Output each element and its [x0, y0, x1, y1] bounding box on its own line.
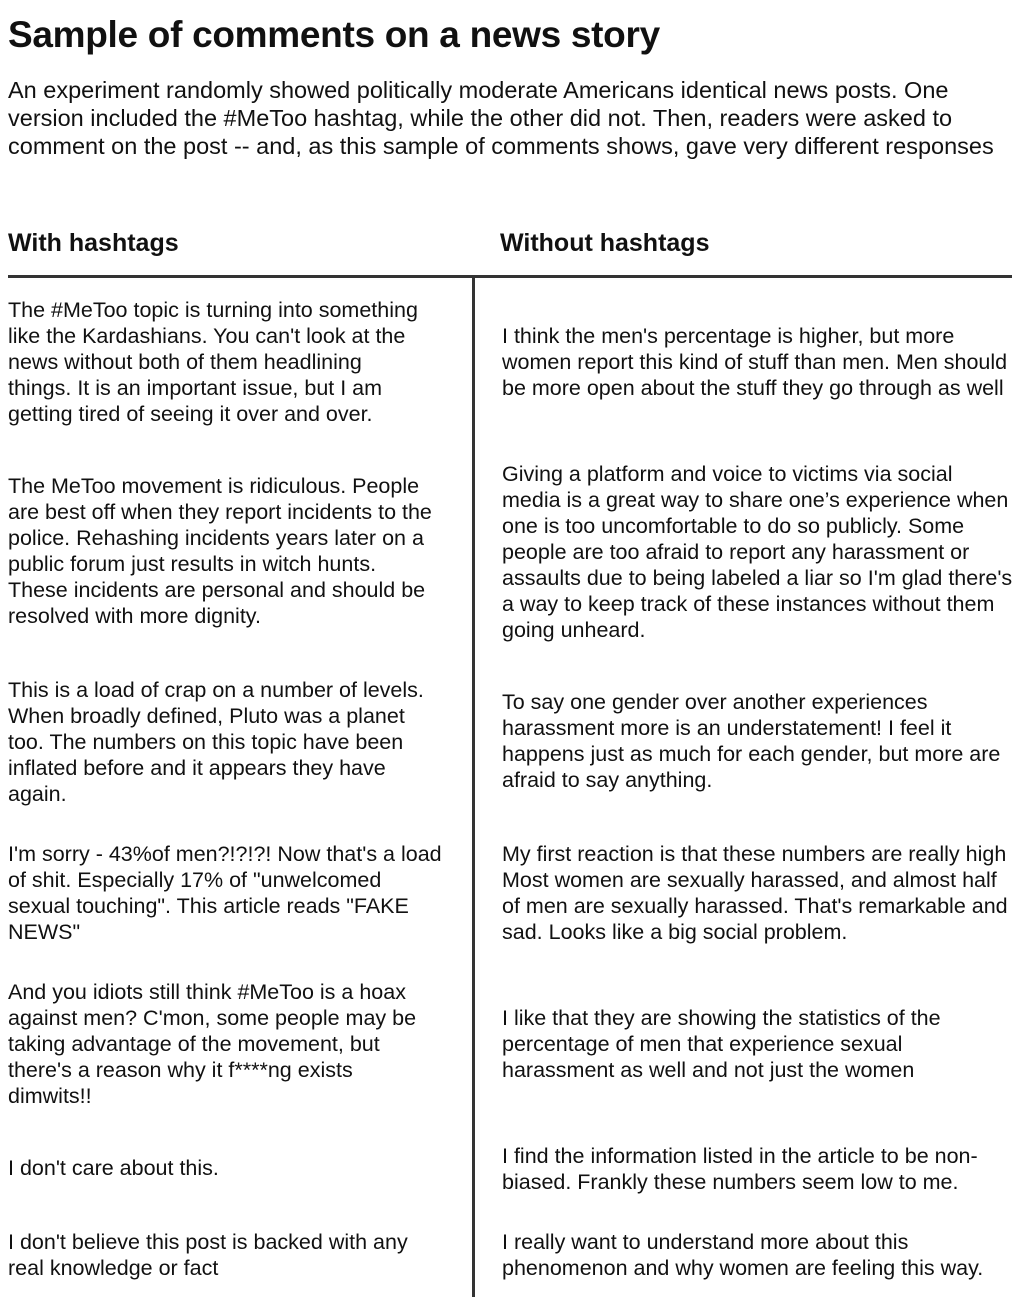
comment-line: going unheard.: [502, 618, 646, 642]
comment-line: When broadly defined, Pluto was a planet: [8, 704, 405, 728]
comment-line: getting tired of seeing it over and over.: [8, 402, 373, 426]
comment-line: happens just as much for each gender, but more are: [502, 742, 1001, 766]
comment-line: dimwits!!: [8, 1084, 92, 1108]
comment-line: resolved with more dignity.: [8, 604, 261, 628]
page-title: Sample of comments on a news story: [8, 14, 660, 55]
comment-line: And you idiots still think #MeToo is a hoax: [8, 980, 406, 1004]
intro-line: comment on the post -- and, as this sample of comments shows, gave very different responses: [8, 133, 994, 159]
intro-line: An experiment randomly showed politically moderate Americans identical news posts. One: [8, 77, 949, 103]
intro-paragraph: [8, 76, 1012, 160]
comment-line: of men are sexually harassed. That's remarkable and: [502, 894, 1008, 918]
comment-line: again.: [8, 782, 67, 806]
comment-line: public forum just results in witch hunts.: [8, 552, 377, 576]
column-header-without-hashtags: Without hashtags: [500, 229, 710, 257]
comment-line: media is a great way to share one’s experience when: [502, 488, 1009, 512]
comment: [8, 297, 470, 427]
comment-line: To say one gender over another experiences: [502, 690, 928, 714]
comment-line: against men? C'mon, some people may be: [8, 1006, 417, 1030]
comment-line: assaults due to being labeled a liar so I'm glad there's: [502, 566, 1012, 590]
comment: [502, 1005, 1012, 1083]
comment-line: The #MeToo topic is turning into something: [8, 298, 418, 322]
comment-line: NEWS": [8, 920, 81, 944]
comment-line: people are too afraid to report any harassment or: [502, 540, 970, 564]
comment-line: harassment more is an understatement! I feel it: [502, 716, 952, 740]
comment-line: too. The numbers on this topic have been: [8, 730, 404, 754]
comment-line: taking advantage of the movement, but: [8, 1032, 380, 1056]
comment-line: percentage of men that experience sexual: [502, 1032, 903, 1056]
comment-line: sexual touching". This article reads "FAKE: [8, 894, 409, 918]
comment: [8, 677, 470, 807]
comment: [502, 689, 1012, 793]
comment-line: I'm sorry - 43%of men?!?!?! Now that's a load: [8, 842, 442, 866]
intro-line: version included the #MeToo hashtag, while the other did not. Then, readers were asked to: [8, 105, 953, 131]
comment: [8, 979, 470, 1109]
comment-line: I don't believe this post is backed with any: [8, 1230, 408, 1254]
comment-line: a way to keep track of these instances without them: [502, 592, 995, 616]
comment-line: These incidents are personal and should be: [8, 578, 426, 602]
comment-line: I don't care about this.: [8, 1156, 219, 1180]
header-divider: [8, 275, 1012, 278]
comment-line: like the Kardashians. You can't look at the: [8, 324, 406, 348]
comment-line: news without both of them headlining: [8, 350, 362, 374]
comment-line: things. It is an important issue, but I am: [8, 376, 383, 400]
comment-line: real knowledge or fact: [8, 1256, 219, 1280]
comment: [502, 1229, 1012, 1281]
comment: [502, 323, 1012, 401]
comment-line: of shit. Especially 17% of "unwelcomed: [8, 868, 382, 892]
comment: [502, 841, 1012, 945]
comment-line: police. Rehashing incidents years later on a: [8, 526, 424, 550]
comment-line: there's a reason why it f****ng exists: [8, 1058, 353, 1082]
comment-line: I find the information listed in the article to be non-: [502, 1144, 978, 1168]
comment-line: I really want to understand more about this: [502, 1230, 909, 1254]
comment-line: afraid to say anything.: [502, 768, 713, 792]
column-divider: [472, 277, 475, 1297]
comment: [8, 1229, 470, 1281]
comment-line: This is a load of crap on a number of levels.: [8, 678, 424, 702]
comment-line: biased. Frankly these numbers seem low to me.: [502, 1170, 959, 1194]
comment: [8, 841, 470, 945]
comment: [502, 461, 1012, 643]
comment-line: I think the men's percentage is higher, but more: [502, 324, 955, 348]
comment-line: I like that they are showing the statistics of the: [502, 1006, 941, 1030]
comment: [8, 1155, 470, 1181]
column-header-with-hashtags: With hashtags: [8, 229, 179, 257]
comment-line: one is too uncomfortable to do so publicly. Some: [502, 514, 965, 538]
comment-line: Most women are sexually harassed, and almost half: [502, 868, 997, 892]
comment-line: Giving a platform and voice to victims via social: [502, 462, 953, 486]
comment: [8, 473, 470, 629]
comment-line: harassment as well and not just the women: [502, 1058, 915, 1082]
comment-line: inflated before and it appears they have: [8, 756, 386, 780]
comment-line: be more open about the stuff they go through as well: [502, 376, 1004, 400]
comment-line: women report this kind of stuff than men. Men should: [502, 350, 1008, 374]
comment-line: sad. Looks like a big social problem.: [502, 920, 848, 944]
comment-line: The MeToo movement is ridiculous. People: [8, 474, 420, 498]
comment: [502, 1143, 1012, 1195]
comment-line: My first reaction is that these numbers are really high: [502, 842, 1007, 866]
comment-line: phenomenon and why women are feeling this way.: [502, 1256, 984, 1280]
comment-line: are best off when they report incidents to the: [8, 500, 432, 524]
